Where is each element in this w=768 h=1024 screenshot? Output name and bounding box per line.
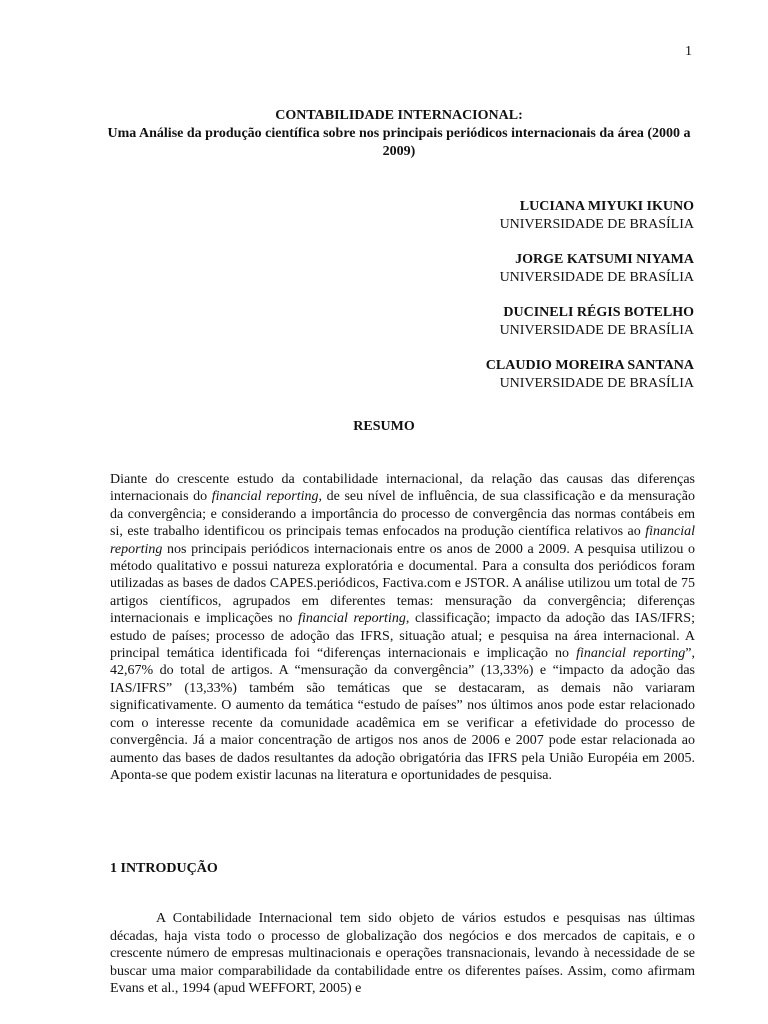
author-entry [374,357,694,393]
abstract-text: , classificação; impacto da adoção das IAS/IFRS; estudo de países; processo de adoção das IFRS, situação atual; e pesquisa na área internacional. A principal temática identificada foi “diferenças internacionais e implicação no [110,611,695,662]
abstract-text: ”, 42,67% do total de artigos. A “mensuração da convergência” (13,33%) e “impacto da adoção das IAS/IFRS” (13,33%) também são temáticas que se destacaram, as demais não variaram significativamente. O aumento da temática “estudo de países” nos últimos anos pode estar relacionado com o interesse recente da comunidade acadêmica em se verificar a efetividade do processo de convergência. Já a maior concentração de artigos nos anos de 2006 e 2007 pode estar relacionada ao aumento das bases de dados resultantes da adoção obrigatória das IFRS pela União Européia em 2005. Aponta-se que podem existir lacunas na literatura e oportunidades de pesquisa. [110,646,695,783]
abstract-heading: RESUMO [353,419,415,434]
abstract-italic-term: financial reporting [576,646,686,662]
paper-title [100,107,698,161]
author-list [374,198,694,410]
abstract-italic-term: financial reporting [110,524,695,557]
author-name: CLAUDIO MOREIRA SANTANA [485,358,694,373]
section-heading-introduction: 1 INTRODUÇÃO [110,861,218,876]
author-entry [374,198,694,234]
author-name: DUCINELI RÉGIS BOTELHO [503,305,694,320]
author-affiliation: UNIVERSIDADE DE BRASÍLIA [499,323,694,338]
title-line-1: CONTABILIDADE INTERNACIONAL: [275,108,523,123]
title-line-2: Uma Análise da produção científica sobre nos principais periódicos internacionais da área (2000 a 2009) [107,126,691,159]
author-affiliation: UNIVERSIDADE DE BRASÍLIA [499,270,694,285]
introduction-body [110,910,695,998]
abstract-text: nos principais periódicos internacionais entre os anos de 2000 a 2009. A pesquisa utilizou o método qualitativo e possui natureza exploratória e documental. Para a consulta dos periódicos foram utilizadas as bases de dados CAPES.periódicos, Factiva.com e JSTOR. A análise utilizou um total de 75 artigos científicos, agrupados em diferentes temas: mensuração da convergência; diferenças internacionais e implicações no [110,541,695,627]
author-name: LUCIANA MIYUKI IKUNO [519,199,694,214]
abstract-text: Diante do crescente estudo da contabilidade internacional, da relação das causas das diferenças internacionais do [110,472,695,505]
author-entry [374,304,694,340]
abstract-text: , de seu nível de influência, de sua classificação e da mensuração da convergência; e considerando a importância do processo de convergência das normas contábeis em si, este trabalho identificou os principais temas enfocados na produção científica relativos ao [110,489,695,540]
page-number: 1 [685,44,692,59]
author-entry [374,251,694,287]
abstract-paragraph [110,471,695,784]
abstract-italic-term: financial reporting [298,611,406,627]
author-affiliation: UNIVERSIDADE DE BRASÍLIA [499,376,694,391]
abstract-body [110,471,695,784]
introduction-paragraph: A Contabilidade Internacional tem sido objeto de vários estudos e pesquisas nas últimas décadas, haja vista todo o processo de globalização dos negócios e dos mercados de capitais, e o crescente número de empresas multinacionais e operações transnacionais, levando à necessidade de se buscar uma maior comparabilidade da contabilidade entre os diferentes países. Assim, como afirmam Evans et al., 1994 (apud WEFFORT, 2005) e [110,911,695,996]
author-affiliation: UNIVERSIDADE DE BRASÍLIA [499,217,694,232]
abstract-italic-term: financial reporting [211,489,319,505]
author-name: JORGE KATSUMI NIYAMA [515,252,694,267]
